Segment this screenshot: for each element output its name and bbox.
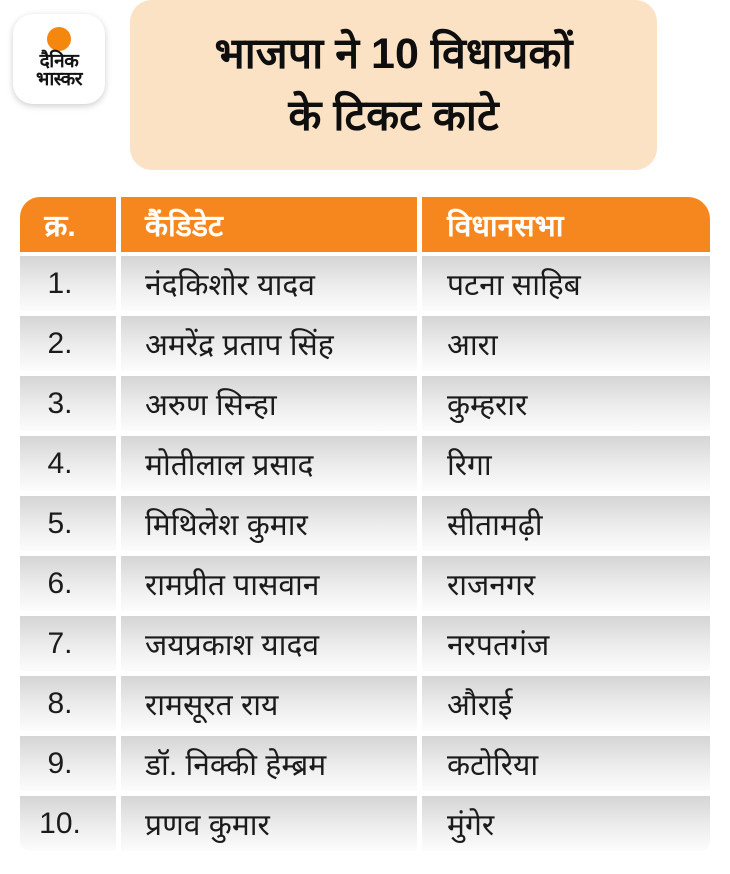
table-row xyxy=(20,316,710,371)
logo-text-line1: दैनिक xyxy=(39,51,79,72)
row-constituency-name: कटोरिया xyxy=(422,736,710,791)
table-row xyxy=(20,376,710,431)
candidates-table xyxy=(20,197,710,851)
row-serial-number: 9. xyxy=(20,736,116,791)
table-row xyxy=(20,676,710,731)
logo-text-line2: भास्कर xyxy=(35,69,83,90)
row-candidate-name: रामप्रीत पासवान xyxy=(121,556,417,611)
table-row xyxy=(20,436,710,491)
table-row xyxy=(20,736,710,791)
row-serial-number: 10. xyxy=(20,796,116,851)
table-header-row xyxy=(20,197,710,252)
row-constituency-name: कुम्हरार xyxy=(422,376,710,431)
row-serial-number: 4. xyxy=(20,436,116,491)
row-serial-number: 8. xyxy=(20,676,116,731)
row-constituency-name: मुंगेर xyxy=(422,796,710,851)
row-constituency-name: राजनगर xyxy=(422,556,710,611)
header-serial-number: क्र. xyxy=(20,197,116,252)
dainik-bhaskar-logo xyxy=(13,14,105,104)
table-row xyxy=(20,496,710,551)
table-row xyxy=(20,796,710,851)
row-constituency-name: रिगा xyxy=(422,436,710,491)
row-candidate-name: अरुण सिन्हा xyxy=(121,376,417,431)
table-body xyxy=(20,256,710,851)
row-candidate-name: मोतीलाल प्रसाद xyxy=(121,436,417,491)
table-row xyxy=(20,556,710,611)
headline-line1: भाजपा ने 10 विधायकों xyxy=(214,30,573,78)
header-constituency: विधानसभा xyxy=(422,197,710,252)
headline-banner xyxy=(130,0,657,170)
table-row xyxy=(20,616,710,671)
header-candidate: कैंडिडेट xyxy=(121,197,417,252)
logo-sun-icon xyxy=(47,27,71,51)
row-constituency-name: औराई xyxy=(422,676,710,731)
row-serial-number: 7. xyxy=(20,616,116,671)
row-constituency-name: नरपतगंज xyxy=(422,616,710,671)
row-candidate-name: रामसूरत राय xyxy=(121,676,417,731)
row-candidate-name: मिथिलेश कुमार xyxy=(121,496,417,551)
table-row xyxy=(20,256,710,311)
row-serial-number: 5. xyxy=(20,496,116,551)
row-constituency-name: पटना साहिब xyxy=(422,256,710,311)
row-candidate-name: जयप्रकाश यादव xyxy=(121,616,417,671)
row-candidate-name: डॉ. निक्की हेम्ब्रम xyxy=(121,736,417,791)
row-constituency-name: आरा xyxy=(422,316,710,371)
row-serial-number: 3. xyxy=(20,376,116,431)
row-candidate-name: अमरेंद्र प्रताप सिंह xyxy=(121,316,417,371)
headline-line2: के टिकट काटे xyxy=(288,92,499,140)
row-serial-number: 6. xyxy=(20,556,116,611)
row-candidate-name: प्रणव कुमार xyxy=(121,796,417,851)
row-constituency-name: सीतामढ़ी xyxy=(422,496,710,551)
row-serial-number: 1. xyxy=(20,256,116,311)
row-serial-number: 2. xyxy=(20,316,116,371)
row-candidate-name: नंदकिशोर यादव xyxy=(121,256,417,311)
